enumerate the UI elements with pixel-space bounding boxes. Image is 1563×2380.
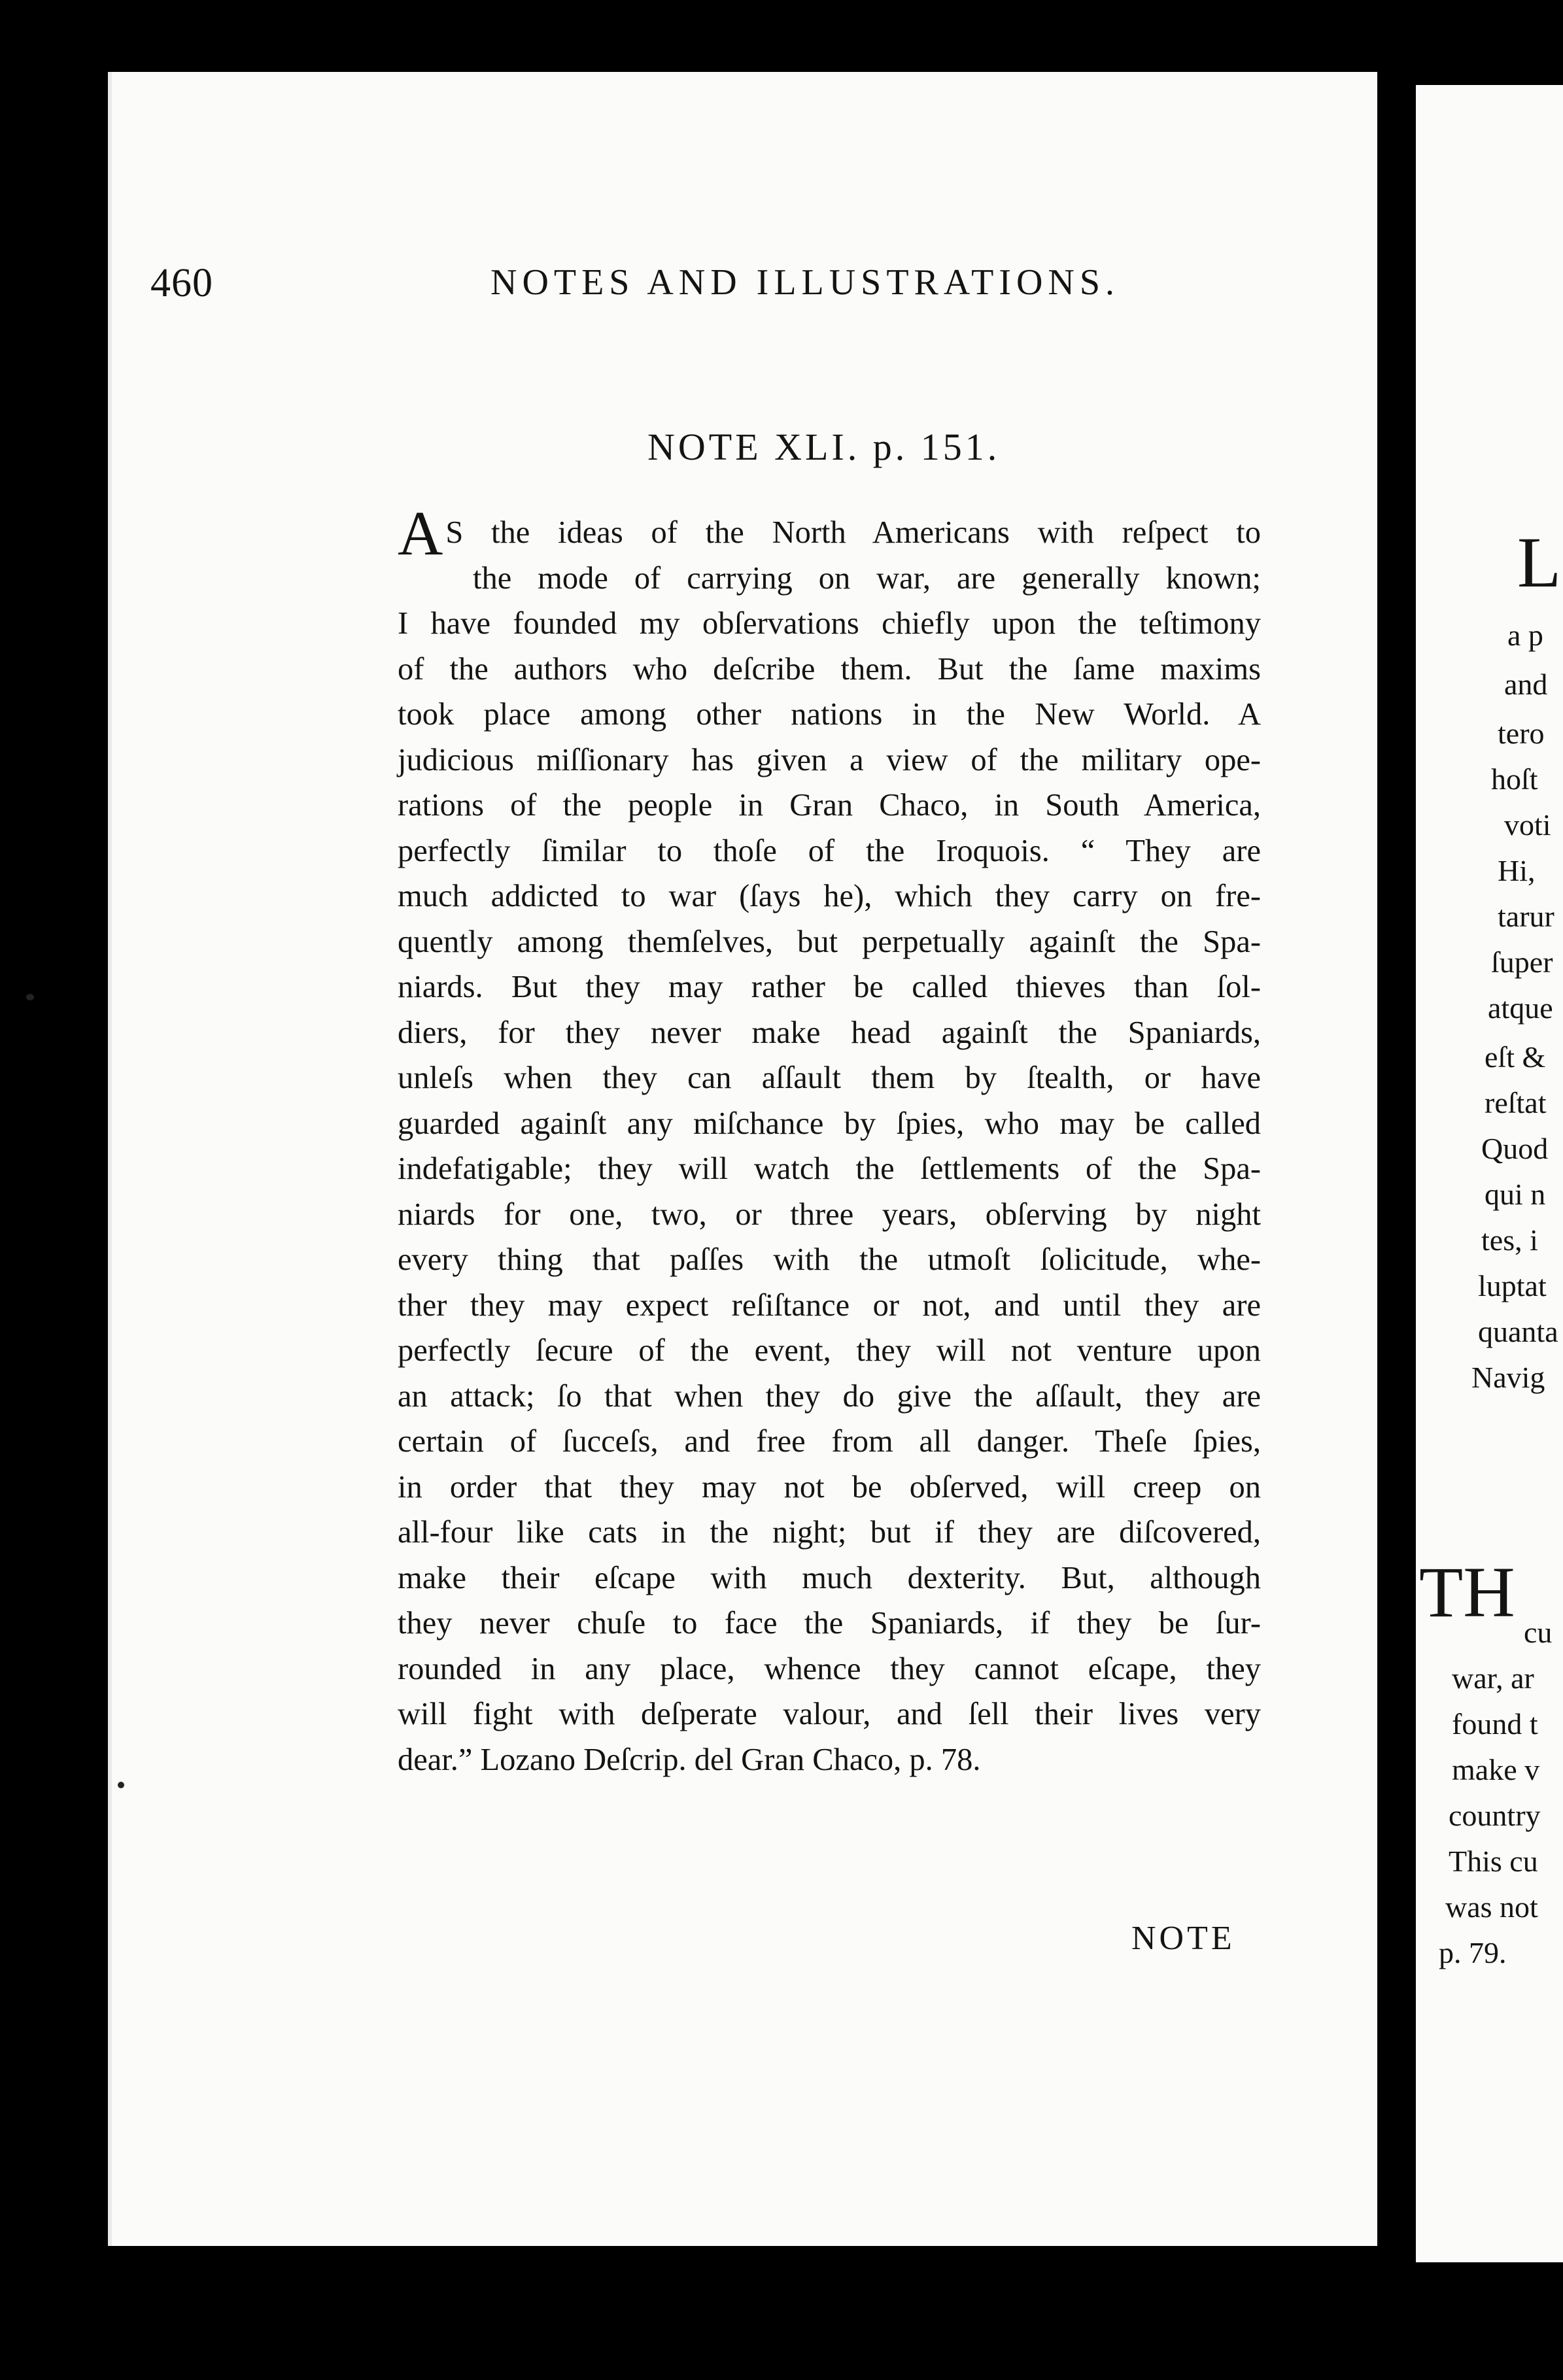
body-line: judicious miſſionary has given a view of the military ope-	[398, 742, 1261, 777]
body-line: of the authors who deſcribe them. But the ſame maxims	[398, 651, 1261, 687]
body-line-1	[398, 498, 1261, 568]
right-line: luptat	[1478, 1269, 1547, 1302]
right-line: Navig	[1471, 1361, 1545, 1394]
right-dropcap: TH	[1419, 1552, 1515, 1632]
body-line: rounded in any place, whence they cannot eſcape, they	[398, 1651, 1261, 1686]
scan-speck	[26, 994, 34, 1000]
right-line: atque	[1488, 991, 1553, 1025]
page-number: 460	[150, 261, 213, 305]
right-line: and	[1504, 668, 1548, 701]
right-line: p. 79.	[1439, 1936, 1507, 1969]
right-line: make v	[1452, 1753, 1540, 1786]
body-line: niards for one, two, or three years, obſerving by night	[398, 1197, 1261, 1232]
right-line: qui n	[1485, 1178, 1546, 1211]
body-line: make their eſcape with much dexterity. But, although	[398, 1560, 1261, 1595]
right-line: Hi,	[1498, 854, 1536, 887]
body-line: an attack; ſo that when they do give the aſſault, they are	[398, 1378, 1261, 1414]
right-line: war, ar	[1452, 1661, 1534, 1695]
right-line: tero	[1498, 717, 1545, 750]
body-line: niards. But they may rather be called thieves than ſol-	[398, 970, 1261, 1004]
body-line: will fight with deſperate valour, and ſell their lives very	[398, 1697, 1261, 1731]
right-line: country	[1449, 1799, 1541, 1832]
body-line: perfectly ſecure of the event, they will not venture upon	[398, 1333, 1261, 1368]
body-line-text: S the ideas of the North Americans with reſpect to	[445, 515, 1261, 550]
right-line: tarur	[1498, 900, 1554, 933]
body-line: perfectly ſimilar to thoſe of the Iroquois. “ They are	[398, 833, 1261, 868]
body-line: dear.” Lozano Deſcrip. del Gran Chaco, p. 78.	[398, 1742, 981, 1777]
catchword: NOTE	[1131, 1920, 1235, 1957]
body-line: much addicted to war (ſays he), which they carry on fre-	[398, 879, 1261, 913]
body-line: in order that they may not be obſerved, will creep on	[398, 1469, 1261, 1504]
body-line: the mode of carrying on war, are generally known;	[473, 560, 1261, 596]
right-line: This cu	[1449, 1844, 1538, 1878]
right-line: hoſt	[1491, 762, 1538, 796]
body-line: ther they may expect reſiſtance or not, and until they are	[398, 1287, 1261, 1323]
body-line: diers, for they never make head againſt the Spaniards,	[398, 1015, 1261, 1050]
right-line: tes, i	[1481, 1223, 1538, 1257]
right-line: ſuper	[1491, 945, 1553, 979]
right-line: Quod	[1481, 1132, 1549, 1165]
body-line: unleſs when they can aſſault them by ſtealth, or have	[398, 1061, 1261, 1095]
body-line: indefatigable; they will watch the ſettlements of the Spa-	[398, 1151, 1261, 1186]
scan-speck	[118, 1782, 124, 1788]
right-line: quanta	[1478, 1315, 1558, 1348]
body-line: I have founded my obſervations chiefly upon the teſtimony	[398, 606, 1261, 641]
body-line: every thing that paſſes with the utmoſt ſolicitude, whe-	[398, 1242, 1261, 1277]
note-title: NOTE XLI. p. 151.	[647, 426, 1001, 468]
body-line: certain of ſucceſs, and free from all danger. Theſe ſpies,	[398, 1424, 1261, 1459]
body-line: guarded againſt any miſchance by ſpies, who may be called	[398, 1106, 1261, 1141]
right-line: a p	[1507, 619, 1543, 652]
body-line: rations of the people in Gran Chaco, in South America,	[398, 788, 1261, 823]
right-line: found t	[1452, 1707, 1538, 1741]
right-dropcap: L	[1517, 522, 1562, 602]
right-line: cu	[1524, 1616, 1553, 1649]
body-line: quently among themſelves, but perpetually againſt the Spa-	[398, 924, 1261, 959]
body-line: all-four like cats in the night; but if they are diſcovered,	[398, 1515, 1261, 1550]
note-body	[398, 498, 1261, 1782]
drop-cap: A	[398, 498, 443, 568]
right-line: reſtat	[1485, 1086, 1547, 1119]
right-line: was not	[1445, 1890, 1538, 1924]
body-line: took place among other nations in the New World. A	[398, 697, 1261, 732]
right-line: eſt &	[1485, 1040, 1546, 1074]
body-line: they never chuſe to face the Spaniards, if they be ſur-	[398, 1606, 1261, 1640]
right-line: voti	[1504, 808, 1551, 842]
running-head: NOTES AND ILLUSTRATIONS.	[490, 262, 1120, 303]
